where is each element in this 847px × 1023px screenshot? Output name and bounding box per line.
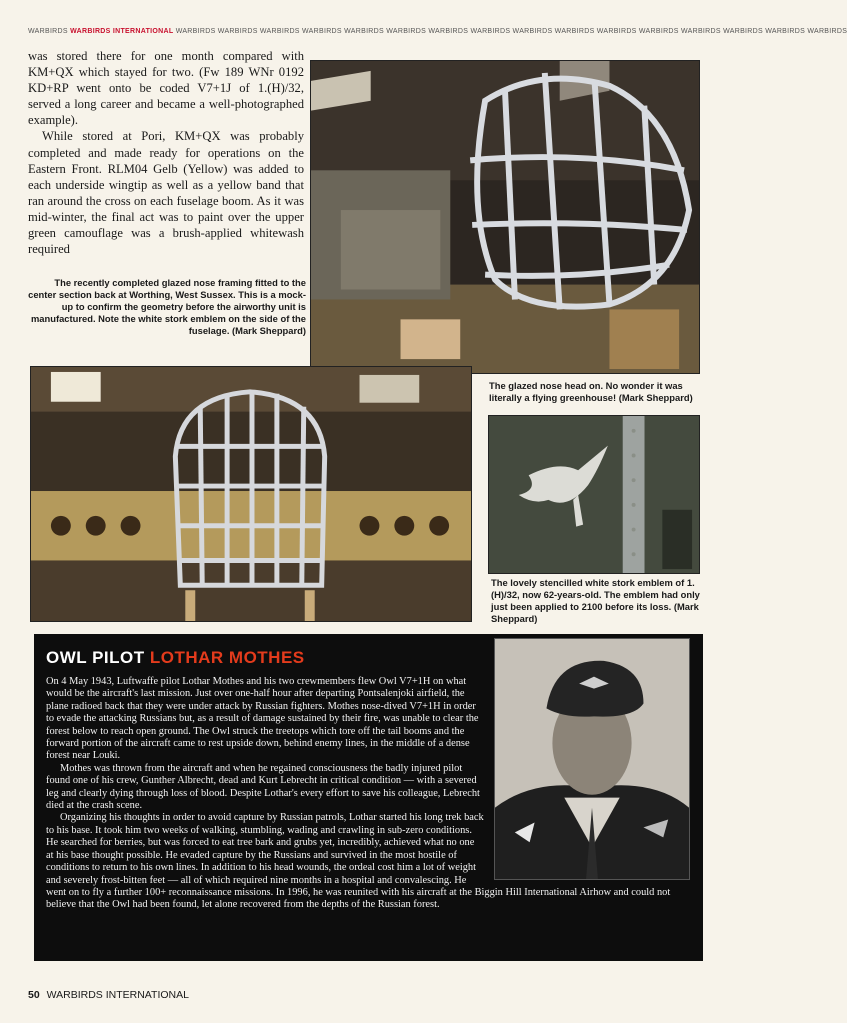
sidebar-box — [34, 634, 703, 961]
sidebar-body — [46, 676, 686, 912]
photo-stork-emblem — [488, 415, 700, 574]
page-footer — [28, 989, 189, 1001]
running-header — [28, 28, 847, 40]
caption-nose-frame: The recently completed glazed nose framing fitted to the center section back at Worthing, West Sussex. This is a mock-up to confirm the geometry before the airworthy unit is manufactured. Note the white stork emblem on the side of the fuselage. (Mark Sheppard) — [28, 277, 306, 336]
sidebar-title-red: LOTHAR MOTHES — [149, 648, 305, 667]
caption-nose-head-on: The glazed nose head on. No wonder it was literally a flying greenhouse! (Mark Sheppard) — [489, 380, 693, 403]
intro-paragraph: While stored at Pori, KM+QX was probably completed and made ready for operations on the Eastern Front. RLM04 Gelb (Yellow) was added to each underside wingtip as well as a yellow band that ran around the cross on each fuselage boom. As it was mid-winter, the final act was to paint over the upper green camouflage was a brush-applied whitewash required — [28, 129, 304, 257]
intro-column — [28, 48, 304, 257]
page-number: 50 — [28, 989, 40, 1001]
caption-stork-emblem: The lovely stencilled white stork emblem of 1.(H)/32, now 62-years-old. The emblem had only just been applied to 2100 before its loss. (Mark Sheppard) — [491, 577, 700, 624]
intro-paragraph: was stored there for one month compared with KM+QX which stayed for two. (Fw 189 WNr 0192 KD+RP went onto be coded V7+1J of 1.(H)/32, served a long career and became a well-photographed example). — [28, 49, 304, 128]
photo-pilot-portrait — [494, 638, 690, 880]
sidebar-paragraph: On 4 May 1943, Luftwaffe pilot Lothar Mothes and his two crewmembers flew Owl V7+1H on what would be the aircraft's last mission. Just over one-half hour after departing Pontsalenjoki airfield, the plane radioed back that they were under attack by Russian fighters. Mothes nose-dived V7+1H in order to evade the attacking Russians but, as a result of damage sustained by their fire, was unable to clear the forest below to reach open ground. The Owl struck the treetops which tore off the tail booms and the forward portion of the aircraft came to rest upside down, behind enemy lines, in the middle of a dense forest near Louki. — [46, 676, 479, 762]
header-repeat: WARBIRDS WARBIRDS WARBIRDS WARBIRDS WARBIRDS WARBIRDS WARBIRDS WARBIRDS WARBIRDS WARBIRDS WARBIRDS WARBIRDS WARBIRDS WARBIRDS WARBIRDS WARBIRDS — [175, 28, 847, 35]
sidebar-paragraph: Organizing his thoughts in order to avoid capture by Russian patrols, Lothar started his long trek back to his base. It took him two weeks of walking, stumbling, wading and crawling in sub-zero conditions. He searched for berries, but was forced to eat tree bark and grubs yet, incredibly, achieved what no one at his base thought possible. He evaded capture by the Russians and survived in the most hostile of conditions to return to his own lines. In addition to his head wounds, the ordeal cost him a lot of weight and severely frost-bitten feet — all of which required nine months in a hospital and convalescing. He went on to fly a further 100+ reconnaissance missions. In 1996, he was reunited with his aircraft at the Biggin Hill International Airhow and could not believe that the Owl had been found, let alone recovered from the depths of the Russian forest. — [46, 812, 671, 911]
header-brand-left: WARBIRDS — [28, 28, 68, 35]
sidebar-paragraph: Mothes was thrown from the aircraft and when he regained consciousness the badly injured pilot found one of his crew, Gunther Albrecht, dead and Kurt Lebrecht in critical condition — with a severed leg and clearly dying through loss of blood. Despite Lothar's every effort to save his colleague, Lebrecht died at the crash scene. — [46, 762, 480, 812]
sidebar-title-white: OWL PILOT — [46, 648, 145, 667]
photo-nose-frame — [310, 60, 700, 374]
header-brand-main: WARBIRDS INTERNATIONAL — [70, 28, 174, 35]
sidebar-title — [46, 648, 305, 668]
photo-nose-head-on — [30, 366, 472, 622]
footer-publication: WARBIRDS INTERNATIONAL — [46, 989, 189, 1001]
